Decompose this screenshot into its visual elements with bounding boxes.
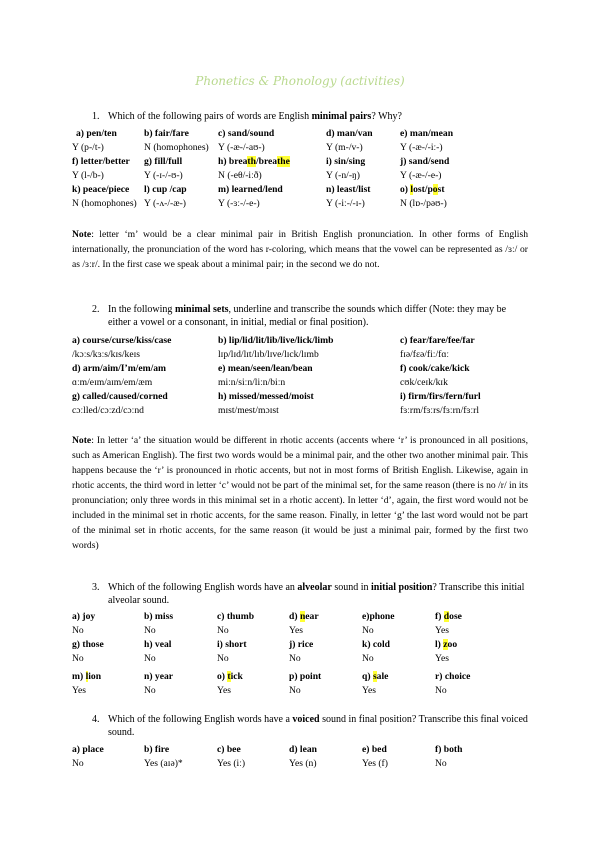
item-label: g) fill/full	[144, 156, 183, 167]
item-label: f) letter/better	[72, 156, 130, 167]
item-label: i) short	[217, 639, 247, 650]
item-label: g) those	[72, 639, 104, 650]
item-answer: Y (l-/b-)	[72, 170, 104, 181]
item-answer: N (homophones)	[144, 142, 209, 153]
item-label: a) joy	[72, 611, 96, 622]
item-label: g) called/caused/corned	[72, 391, 168, 402]
item-label: e) bed	[362, 744, 387, 755]
item-answer: Yes (f)	[362, 758, 388, 769]
item-answer: N (-eθ/-iːð)	[218, 170, 262, 181]
item-label: q) sale	[362, 671, 389, 682]
item-label: k) peace/piece	[72, 184, 130, 195]
item-label: o) tick	[217, 671, 243, 682]
item-answer: Y (-æ-/-e-)	[400, 170, 442, 181]
item-answer: Yes (iː)	[217, 758, 246, 769]
item-answer: No	[289, 685, 301, 696]
item-answer: No	[144, 653, 156, 664]
item-label: b) fair/fare	[144, 128, 189, 139]
item-label: j) rice	[289, 639, 314, 650]
item-label: n) year	[144, 671, 174, 682]
question-3	[92, 581, 528, 607]
item-answer: No	[362, 653, 374, 664]
item-answer: N (lɒ-/pəʊ-)	[400, 198, 447, 209]
question-number: 1.	[92, 111, 100, 122]
item-answer: Y (-n/-ŋ)	[326, 170, 360, 181]
item-label: p) point	[289, 671, 322, 682]
item-answer: No	[144, 625, 156, 636]
item-answer: No	[289, 653, 301, 664]
question-number: 4.	[92, 714, 100, 725]
item-answer: Yes	[72, 685, 86, 696]
item-label: f) cook/cake/kick	[400, 363, 470, 374]
item-label: c) sand/sound	[218, 128, 275, 139]
item-label: i) sin/sing	[326, 156, 366, 167]
question-2	[92, 303, 528, 329]
item-label: h) breath/breathe	[218, 156, 290, 167]
item-answer: ɑːm/eɪm/aɪm/em/æm	[72, 377, 153, 388]
question-text: Which of the following English words have an alveolar sound in initial position? Transcribe this initial alveolar sound.	[108, 582, 525, 606]
item-label: f) both	[435, 744, 463, 755]
item-label: d) man/van	[326, 128, 373, 139]
item-label: d) near	[289, 611, 319, 622]
page-title: Phonetics & Phonology (activities)	[195, 74, 405, 88]
item-answer: Y (-æ-/-iː-)	[400, 142, 443, 153]
item-label: k) cold	[362, 639, 390, 650]
item-answer: Y (m-/v-)	[326, 142, 363, 153]
item-answer: No	[72, 653, 84, 664]
item-label: d) arm/aim/I’m/em/am	[72, 363, 167, 374]
item-answer: Y (p-/t-)	[72, 142, 104, 153]
item-answer: Yes	[289, 625, 303, 636]
item-answer: miːn/siːn/liːn/biːn	[218, 377, 286, 388]
item-answer: Yes	[217, 685, 231, 696]
question-text: In the following minimal sets, underline and transcribe the sounds which differ (Note: they may be either a vowel or a consonant, in initial, medial or final position).	[108, 304, 507, 328]
item-label: h) missed/messed/moist	[218, 391, 314, 402]
item-answer: mɪst/mest/mɔɪst	[218, 405, 279, 416]
item-answer: lɪp/lɪd/lɪt/lɪb/lɪve/lɪck/lɪmb	[218, 349, 319, 360]
item-answer: No	[362, 625, 374, 636]
item-label: r) choice	[435, 671, 471, 682]
item-label: b) fire	[144, 744, 170, 755]
item-label: c) thumb	[217, 611, 255, 622]
question-4	[92, 713, 528, 739]
item-answer: Y (-ɜː-/-e-)	[218, 198, 260, 209]
item-label: m) learned/lend	[218, 184, 283, 195]
question-1	[92, 110, 528, 123]
item-label: i) firm/firs/fern/furl	[400, 391, 481, 402]
item-answer: cʊk/ceɪk/kɪk	[400, 377, 448, 388]
note-1: Note: letter ‘m’ would be a clear minimal pair in British English pronunciation. In other forms of English internationally, the pronunciation of the word has r-coloring, which means that the vowel can be represented as /ɜː/ or as /ɜːr/. In the first case we speak about a minimal pair; in the second we do not.	[72, 229, 528, 270]
item-label: m) lion	[72, 671, 102, 682]
item-label: c) bee	[217, 744, 241, 755]
item-answer: No	[144, 685, 156, 696]
item-label: l) zoo	[435, 639, 458, 650]
item-label: j) sand/send	[400, 156, 450, 167]
item-answer: No	[72, 758, 84, 769]
item-label: o) lost/post	[400, 184, 445, 195]
item-label: l) cup /cap	[144, 184, 187, 195]
item-answer: Yes	[435, 653, 449, 664]
question-text: Which of the following English words have a voiced sound in final position? Transcribe this final voiced sound.	[108, 714, 528, 738]
item-answer: /kɔːs/kɜːs/kɪs/keɪs	[72, 349, 140, 360]
item-answer: Yes (aɪə)*	[144, 758, 183, 769]
item-label: a) place	[72, 744, 104, 755]
item-answer: Y (-ɪ-/-ʊ-)	[144, 170, 183, 181]
note-2: Note: In letter ‘a’ the situation would be different in rhotic accents (accents where ‘r’ is pronounced in all positions, such as American English). The first two words would be a minimal pair, and the other two another minimal pair. This happens because the ‘r’ is pronounced in rhotic accents, but not in most forms of British English. Likewise, again in rhotic accents, the third word in letter ‘c’ would not be part of the minimal set, for the same reason (there is no /r/ in its pronunciation; only three words in this minimal set in a rhotic accent). In letter ‘d’, again, the first word would not be included in the minimal set in rhotic accents, for the same reason. Finally, in letter ‘g’ the last word would not be part of the minimal set in rhotic accents, for the same reason (it would be just a minimal pair, formed by the first two words)	[72, 435, 528, 551]
item-answer: Y (-ʌ-/-æ-)	[144, 198, 187, 209]
item-label: e)phone	[362, 611, 395, 622]
item-answer: Yes	[362, 685, 376, 696]
item-answer: No	[435, 758, 447, 769]
item-answer: Y (-æ-/-aʊ-)	[218, 142, 265, 153]
item-answer: No	[217, 653, 229, 664]
item-answer: Yes (n)	[289, 758, 317, 769]
item-label: b) lip/lid/lit/lib/live/lick/limb	[218, 335, 334, 346]
item-answer: fɪə/fɛə/fiː/fɑː	[400, 349, 449, 360]
item-label: a) pen/ten	[76, 128, 117, 139]
item-label: c) fear/fare/fee/far	[400, 335, 475, 346]
item-label: f) dose	[435, 611, 462, 622]
question-number: 2.	[92, 304, 100, 315]
item-answer: No	[435, 685, 447, 696]
item-label: e) man/mean	[400, 128, 454, 139]
item-answer: No	[72, 625, 84, 636]
question-text: Which of the following pairs of words are English minimal pairs? Why?	[108, 111, 402, 122]
item-label: e) mean/seen/lean/bean	[218, 363, 313, 374]
item-answer: No	[217, 625, 229, 636]
item-answer: cɔːlled/cɔːzd/cɔːnd	[72, 405, 144, 416]
item-answer: Yes	[435, 625, 449, 636]
item-answer: N (homophones)	[72, 198, 137, 209]
item-label: n) least/list	[326, 184, 371, 195]
question-number: 3.	[92, 582, 100, 593]
item-label: h) veal	[144, 639, 172, 650]
item-label: b) miss	[144, 611, 174, 622]
item-label: d) lean	[289, 744, 317, 755]
item-answer: fɜːrm/fɜːrs/fɜːrn/fɜːrl	[400, 405, 479, 416]
item-answer: Y (-iː-/-ɪ-)	[326, 198, 365, 209]
item-label: a) course/curse/kiss/case	[72, 335, 172, 346]
